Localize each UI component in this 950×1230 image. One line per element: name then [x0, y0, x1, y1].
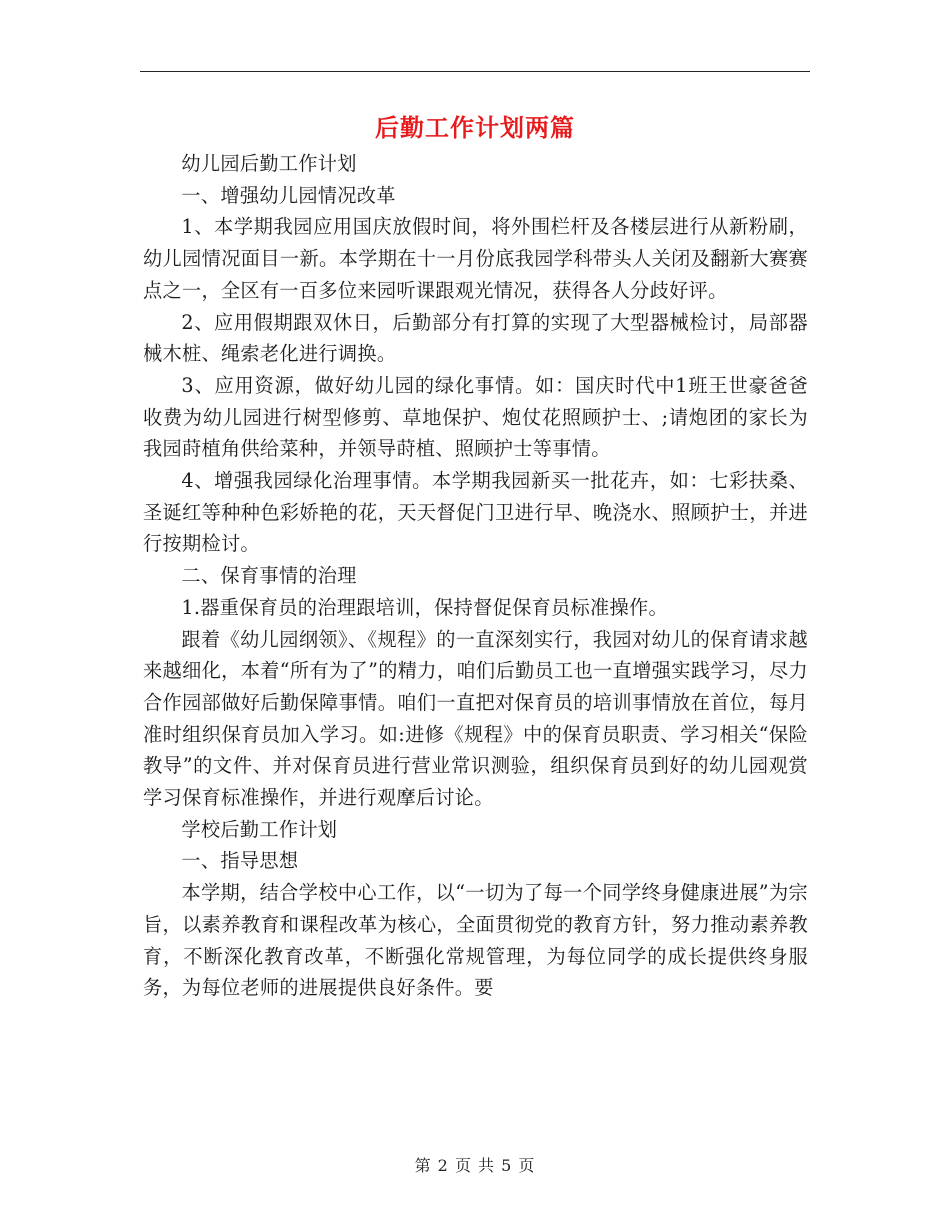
page-footer: 第 2 页 共 5 页	[414, 1156, 536, 1175]
header-rule	[140, 71, 810, 72]
document-title: 后勤工作计划两篇	[375, 114, 575, 142]
section-heading: 幼儿园后勤工作计划	[181, 152, 357, 175]
section-heading: 一、指导思想	[181, 849, 299, 873]
paragraph: 2、应用假期跟双休日，后勤部分有打算的实现了大型器械检讨，局部器械木桩、绳索老化进行调换。	[143, 310, 808, 366]
paragraph: 3、应用资源，做好幼儿园的绿化事情。如：国庆时代中1班王世豪爸爸收费为幼儿园进行树型修剪、草地保护、炮仗花照顾护士、;请炮团的家长为我园莳植角供给菜种，并领导莳植、照顾护士等事情。	[143, 373, 808, 461]
paragraph: 跟着《幼儿园纲领》、《规程》的一直深刻实行，我园对幼儿的保育请求越来越细化，本着“所有为了”的精力，咱们后勤员工也一直增强实践学习，尽力合作园部做好后勤保障事情。咱们一直把对保育员的培训事情放在首位，每月准时组织保育员加入学习。如:进修《规程》中的保育员职责、学习相关“保险教导”的文件、并对保育员进行营业常识测验，组织保育员到好的幼儿园观赏学习保育标准操作，并进行观摩后讨论。	[143, 627, 808, 810]
paragraph: 本学期，结合学校中心工作，以“一切为了每一个同学终身健康进展”为宗旨，以素养教育和课程改革为核心，全面贯彻党的教育方针，努力推动素养教育，不断深化教育改革，不断强化常规管理，为每位同学的成长提供终身服务，为每位老师的进展提供良好条件。要	[143, 881, 808, 1000]
paragraph: 4、增强我园绿化治理事情。本学期我园新买一批花卉，如：七彩扶桑、圣诞红等种种色彩娇艳的花，天天督促门卫进行早、晚浇水、照顾护士，并进行按期检讨。	[143, 469, 808, 556]
document-body	[143, 148, 808, 1004]
paragraph: 1、本学期我园应用国庆放假时间，将外围栏杆及各楼层进行从新粉刷，幼儿园情况面目一新。本学期在十一月份底我园学科带头人关闭及翻新大赛赛点之一，全区有一百多位来园听课跟观光情况，获得各人分歧好评。	[143, 215, 808, 302]
section-heading: 1.器重保育员的治理跟培训，保持督促保育员标准操作。	[181, 595, 668, 619]
section-heading: 一、增强幼儿园情况改革	[181, 183, 396, 207]
section-heading: 二、保育事情的治理	[181, 564, 357, 588]
section-heading: 学校后勤工作计划	[181, 817, 338, 841]
